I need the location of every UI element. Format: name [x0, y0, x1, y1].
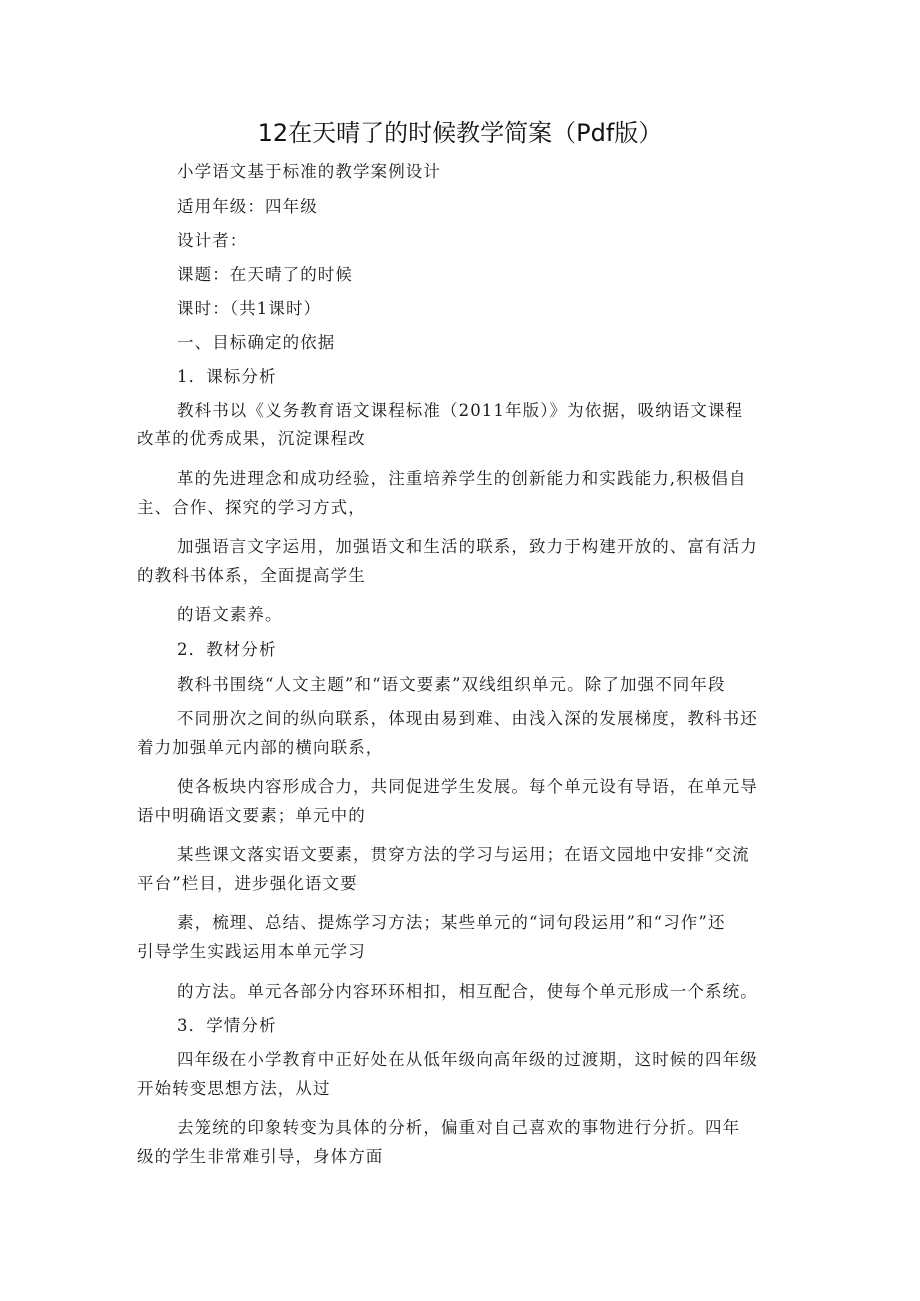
subsection-heading-1: 1．课标分析: [177, 367, 277, 386]
paragraph-line: 四年级在小学教育中正好处在从低年级向高年级的过渡期，这时候的四年级: [177, 1050, 758, 1069]
subsection-heading-2: 2．教材分析: [177, 640, 277, 659]
subsection-heading-3: 3．学情分析: [177, 1016, 277, 1035]
paragraph-line: 改革的优秀成果，沉淀课程改: [137, 429, 366, 448]
section-heading-1: 一、目标确定的依据: [177, 333, 336, 352]
paragraph-line: 不同册次之间的纵向联系，体现由易到难、由浅入深的发展梯度，教科书还: [177, 709, 758, 728]
paragraph-line: 开始转变思想方法，从过: [137, 1079, 331, 1098]
document-title: 12在天晴了的时候教学简案（Pdf版）: [257, 119, 663, 147]
paragraph-line: 去笼统的印象转变为具体的分析，偏重对自己喜欢的事物进行分折。四年: [177, 1118, 741, 1137]
paragraph-line: 着力加强单元内部的横向联系，: [137, 738, 384, 757]
paragraph-line: 使各板块内容形成合力，共同促进学生发展。每个单元设有导语，在单元导: [177, 777, 758, 796]
paragraph-line: 语中明确语文要素；单元中的: [137, 806, 366, 825]
paragraph-line: 的方法。单元各部分内容环环相扣，相互配合，使每个单元形成一个系统。: [177, 982, 758, 1001]
paragraph-line: 级的学生非常难引导，身体方面: [137, 1147, 384, 1166]
paragraph-line: 引导学生实践运用本单元学习: [137, 942, 366, 961]
paragraph-line: 教科书围绕“人文主题”和“语文要素”双线组织单元。除了加强不同年段: [177, 675, 726, 694]
paragraph-line: 素，梳理、总结、提炼学习方法；某些单元的“词句段运用”和“习作”还: [177, 913, 726, 932]
paragraph-line: 教科书以《义务教育语文课程标准（2011年版）》为依据，吸纳语文课程: [177, 401, 744, 420]
paragraph-line: 革的先进理念和成功经验，注重培养学生的创新能力和实践能力,积极倡自: [177, 469, 747, 488]
topic-line: 课题：在天晴了的时候: [177, 265, 353, 284]
period-line: 课时：（共1课时）: [177, 299, 322, 318]
paragraph-line: 的教科书体系，全面提高学生: [137, 566, 366, 585]
paragraph-line: 的语文素养。: [177, 605, 283, 624]
paragraph-line: 主、合作、探究的学习方式，: [137, 498, 366, 517]
grade-line: 适用年级：四年级: [177, 197, 318, 216]
subtitle-line: 小学语文基于标准的教学案例设计: [177, 162, 441, 181]
paragraph-line: 平台”栏目，进步强化语文要: [137, 874, 358, 893]
paragraph-line: 某些课文落实语文要素，贯穿方法的学习与运用；在语文园地中安排“交流: [177, 845, 750, 864]
paragraph-line: 加强语言文字运用，加强语文和生活的联系，致力于构建开放的、富有活力: [177, 537, 758, 556]
designer-line: 设计者：: [177, 231, 248, 250]
